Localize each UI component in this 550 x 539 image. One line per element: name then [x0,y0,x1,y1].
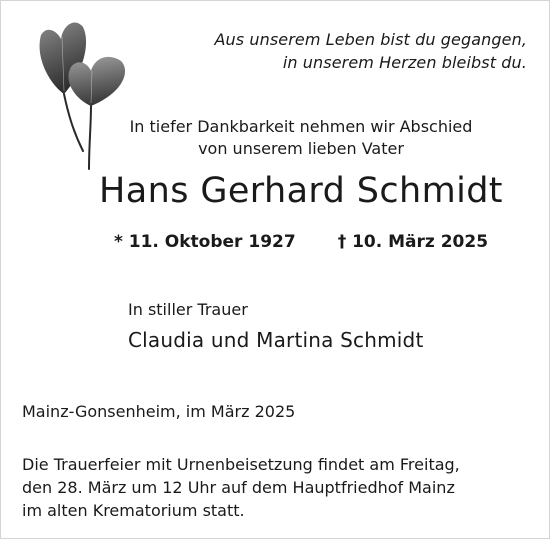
farewell-intro [81,116,521,160]
quote-line-2: in unserem Herzen bleibst du. [282,53,527,72]
intro-line-2: von unserem lieben Vater [198,139,404,158]
service-line-2: den 28. März um 12 Uhr auf dem Hauptfriedhof Mainz [22,478,455,497]
service-line-1: Die Trauerfeier mit Urnenbeisetzung findet am Freitag, [22,455,460,474]
memorial-quote [214,28,527,74]
place-and-date: Mainz-Gonsenheim, im März 2025 [22,402,296,421]
mourning-label: In stiller Trauer [128,300,248,319]
life-dates [81,230,521,254]
birth-date: * 11. Oktober 1927 [113,232,296,252]
service-line-3: im alten Krematorium statt. [22,501,245,520]
mourner-names: Claudia und Martina Schmidt [128,328,424,352]
intro-line-1: In tiefer Dankbarkeit nehmen wir Abschied [129,117,473,136]
death-date: † 10. März 2025 [337,232,489,252]
funeral-service-info [22,453,527,522]
deceased-name: Hans Gerhard Schmidt [99,171,503,211]
quote-line-1: Aus unserem Leben bist du gegangen, [214,30,527,49]
